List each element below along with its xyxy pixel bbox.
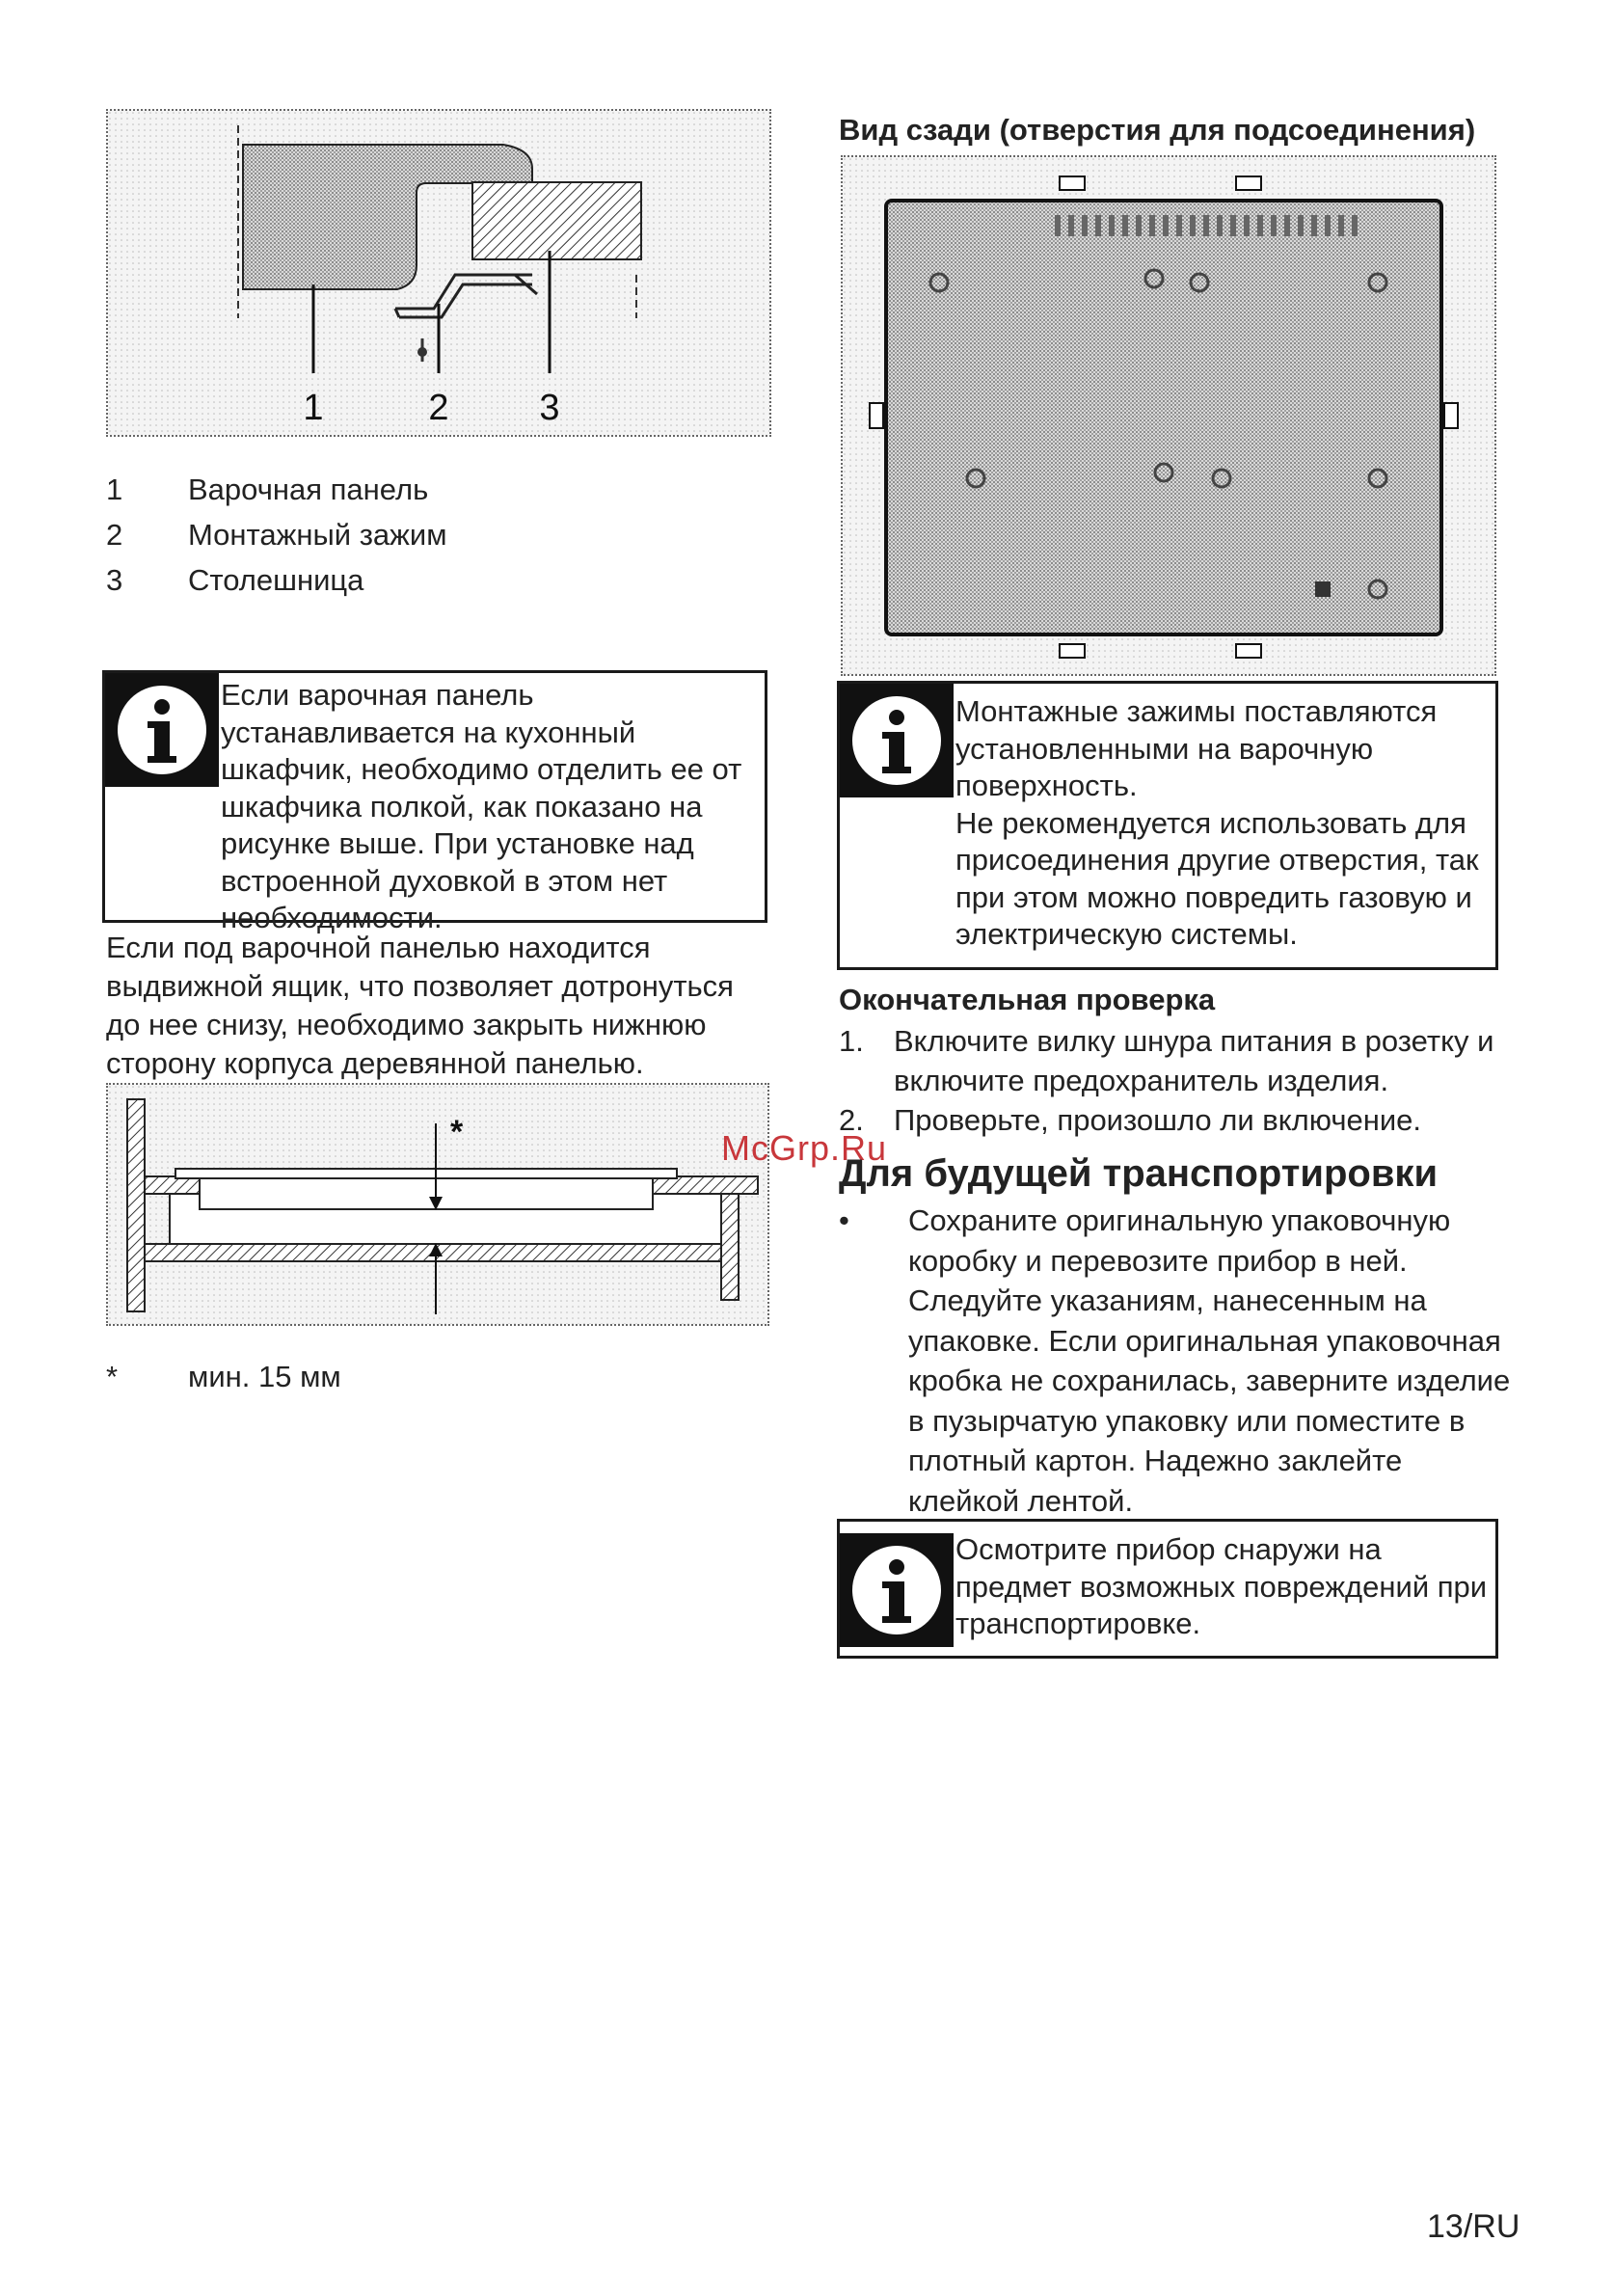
final-check-step [839, 1021, 1514, 1102]
transport-text: Сохраните оригинальную упаковочную коробку и перевозите прибор в ней. Следуйте указаниям, нанесенным на упаковке. Если оригинальная упаковочная кробка не сохранилась, заверните изделие в пузырчатую упаковку или поместите в плотный картон. Надежно заклейте клейкой лентой. [908, 1203, 1511, 1518]
step-number: 1. [839, 1024, 864, 1058]
info-text-line1: Монтажные зажимы поставляются установленными на варочную поверхность. [955, 694, 1438, 802]
transport-bullet: • [839, 1203, 849, 1237]
info-icon [105, 673, 219, 787]
transport-title: Для будущей транспортировки [839, 1152, 1439, 1195]
info-text-line2: Не рекомендуется использовать для присоединения другие отверстия, так при этом можно повредить газовую и электрическую системы. [955, 805, 1479, 951]
step-text: Включите вилку шнура питания в розетку и включите предохранитель изделия. [894, 1024, 1494, 1097]
final-check-step [839, 1100, 1514, 1141]
figure-label-1: 1 [303, 388, 324, 428]
info-icon [840, 684, 954, 797]
final-check-title: Окончательная проверка [839, 983, 1216, 1016]
figure-label-3: 3 [539, 388, 560, 428]
legend-number: 2 [106, 518, 123, 552]
info-box-shelf [102, 670, 767, 934]
asterisk-marker: * [450, 1114, 464, 1150]
paragraph-drawer: Если под варочной панелью находится выдвижной ящик, что позволяет дотронуться до нее снизу, необходимо закрыть нижнюю сторону корпуса деревянной панелью. [106, 931, 734, 1080]
footnote-text: мин. 15 мм [188, 1360, 341, 1393]
hob-mounting-diagram [108, 111, 769, 435]
info-text: Если варочная панель устанавливается на кухонный шкафчик, необходимо отделить ее от шкафчика полкой, как показано на рисунке выше. При установке над встроенной духовкой в этом нет необходимости. [221, 678, 742, 934]
legend-text: Столешница [188, 563, 364, 597]
watermark: McGrp.Ru [721, 1128, 888, 1168]
rear-view-diagram [843, 157, 1494, 674]
info-text [955, 693, 1492, 954]
drawer-clearance-diagram [108, 1085, 767, 1324]
info-icon [840, 1533, 954, 1647]
info-text: Осмотрите прибор снаружи на предмет возможных повреждений при транспортировке. [955, 1532, 1488, 1640]
step-text: Проверьте, произошло ли включение. [894, 1103, 1421, 1137]
legend-text: Варочная панель [188, 473, 429, 506]
figure-rear-view [841, 155, 1496, 676]
info-box-clamps [837, 681, 1498, 970]
rear-view-title: Вид сзади (отверстия для подсоединения) [839, 113, 1476, 147]
legend-number: 1 [106, 473, 123, 506]
figure-hob-mounting [106, 109, 771, 437]
legend-text: Монтажный зажим [188, 518, 447, 552]
legend-number: 3 [106, 563, 123, 597]
page-number: 13/RU [1427, 2208, 1520, 2245]
footnote-mark: * [106, 1360, 119, 1393]
figure-label-2: 2 [428, 388, 449, 428]
info-box-damage [837, 1519, 1498, 1659]
figure-drawer-clearance [106, 1083, 769, 1326]
step-number: 2. [839, 1103, 864, 1137]
